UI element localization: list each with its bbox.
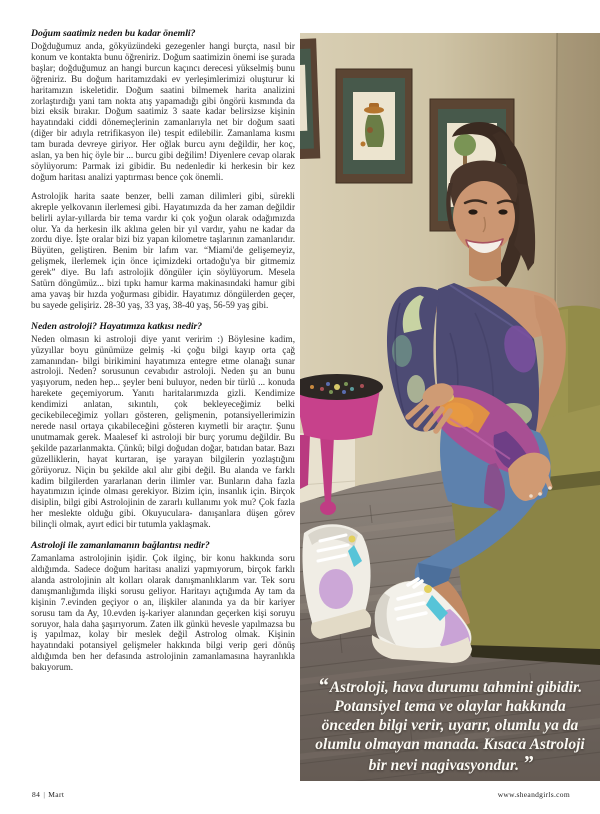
section-heading: Neden astroloji? Hayatımıza katkısı nedir?: [31, 320, 203, 332]
paragraph: Zamanlama astrolojinin işidir. Çok ilginç, bir konu hakkında soru aldığımda. Sadece doğum haritası analizi yapmıyorum, birçok farklı alanda astrolojinin alt kolları olarak danışmanlıklarım var. Tek soru danışmanlığımda ilişki sorusu geliyor. Haritayı açtığımda Ay tam da kişinin 7.evinden geçiyor o an, ilişkiler alanında ya da bir kariyer sorusu tam da Ay, 10.evden iş-kariyer alanından geçerken kişi soruyu soruyor, hala daha şaşırıyorum. Zaten ilk günkü hevesle yapılmazsa bu iş yapılmaz, kolay bir meslek değil Astrolog olmak. Kişinin hayatındaki potansiyel gelişmeler hakkında bilgi verip geri dönüş aldığımda ben her defasında astrolojinin zamanlamasına hayranlıkla bakıyorum.: [31, 553, 295, 673]
website-url: www.sheandgirls.com: [497, 790, 570, 799]
open-quote-icon: “: [317, 673, 327, 697]
section-heading: Doğum saatimiz neden bu kadar önemli?: [31, 28, 196, 39]
pull-quote: [306, 673, 594, 775]
close-quote-icon: ”: [522, 751, 532, 775]
article-column: [31, 28, 295, 681]
pull-quote-text: Astroloji, hava durumu tahmini gibidir. Potansiyel tema ve olaylar hakkında önceden bilgi verir, uyarır, olumlu ya da olumlu olmayan manada. Kısaca Astroloji bir nevi nagivasyondur.: [315, 679, 585, 774]
paragraph: Doğduğumuz anda, gökyüzündeki gezegenler hangi burçta, nasıl bir konum ve kontakta bunu öğreniriz. Doğum saatimizin önemi ise şurada başlar; doğduğumuz an hangi burcun kaçıncı derecesi yükselmiş bunu öğreniriz. Bu doğum haritamızdaki ev yerleşimlerimizi oluşturur ki haritamızın iskeletidir. Doğum saatini bilmemek harita analizini zorlaştırdığı yani tam nokta atış yapamadığı gibi öngörü kısmında da bizi eksik bırakır. Doğum saatimiz 3 saate kadar belirsizse kişinin hayatındaki ciddi dönemeçlerinin zamanlarıyla net bir doğum saati (diğer bir adıyla retrifikasyon ile) tespit edilebilir. Zamanlama kısmı tam burada devreye giriyor. Her oğlak burcu aynı değildir, her koç, aslan, ya ben hiç öyle bir ... burcu gibi değilim! Diyenlere cevap olarak söylüyorum: Parmak izi gibidir. Bu nedenledir ki herkesin bir kez doğum haritası analizi yaptırması bence çok önemli.: [31, 41, 295, 182]
footer-separator: |: [43, 790, 46, 799]
footer-left: [32, 790, 64, 799]
month-label: Mart: [48, 790, 65, 799]
paragraph: Neden olmasın ki astroloji diye yanıt veririm :) Böylesine kadim, yüzyıllar boyu günümüze gelmiş -ki çoğu bilgi kayıp orta çağ zamanından- bilgi birikimini hayatımıza entegre etme olanağı sunar astroloji. Neden? sorusunun cevabıdır astroloji. Neden şu an bunu yaşıyorum, neden hep... şeyler beni buluyor, neden bir türlü ... konuda harekete geçemiyorum. Yanıtı haritalarımızda gizli. Kendimize kendimizi anlatan, sıkıntılı, çok bekleyeceğimiz belki gecikebileceğimiz yolları gösteren, gelişmenin, potansiyellerimizin nerede nasıl ortaya çıkabileceğini gösteren kıymetli bir araçtır. Şunu unutmamak gerek. Maalesef ki astroloji bir burç yorumu değildir. Bu şekilde pazarlanmakta. Çünkü; bilgi doğudan doğar, batıdan batar. Bazı güzelliklerin, hayat kurtaran, işe yarayan bilgilerin yozlaştığını görüyoruz. Niçin bu şekilde akıl alır gibi değil. Bu alanda ve farklı kadim bilgilerden yararlanan derin ilimler var. Bunların daha fazla hayatımızın içinde olması gerekiyor. Bizim için, insanlık için. Birçok disiplin, bilgi gibi Astrolojinin de zararlı kullanımı yok mu? Çok fazla her meslekte olduğu gibi. Okuyuculara- danışanlara düşen görev bilinçli olmak, ayırt edici bir tutumla yaklaşmak.: [31, 333, 295, 530]
page-number: 84: [32, 790, 41, 799]
section-heading: Astroloji ile zamanlamanın bağlantısı nedir?: [31, 540, 210, 552]
paragraph: Astrolojik harita saate benzer, belli zaman dilimleri gibi, sürekli akreple yelkovanın ilerlemesi gibi. Hayatımızda da her zaman değildir belirli aylar-yıllarda bir tema vardır ki çok yoğun olarak odağımızda olur. Ya da herkesin ilk aklına gelen bir yıl vardır, yahu ne kadar da zordu diye. İşte oralar bizi biz yapan kilometre taşlarının zamanlarıdır. Büyüten, geliştiren. Benim bir lafım var. “Miami'de gelişemeyiz, gelişmek, ilerlemek için önce içimizdeki ortadoğu'ya bir gitmemiz gerek” diye. Bu lafı astrolojik döngüler için söylüyorum. Mesela Satürn döngümüz... bizi tıpkı hamur karma makinasındaki hamur gibi ama yavaş bir hızda yoğurması gibidir. Hayatımız döngülerden geçer, bu sayede gelişiriz. 28-30 yaş, 33 yaş, 38-40 yaş, 56-59 yaş gibi.: [31, 190, 295, 310]
picture-frame: [336, 69, 412, 183]
magazine-photo: [300, 33, 600, 781]
